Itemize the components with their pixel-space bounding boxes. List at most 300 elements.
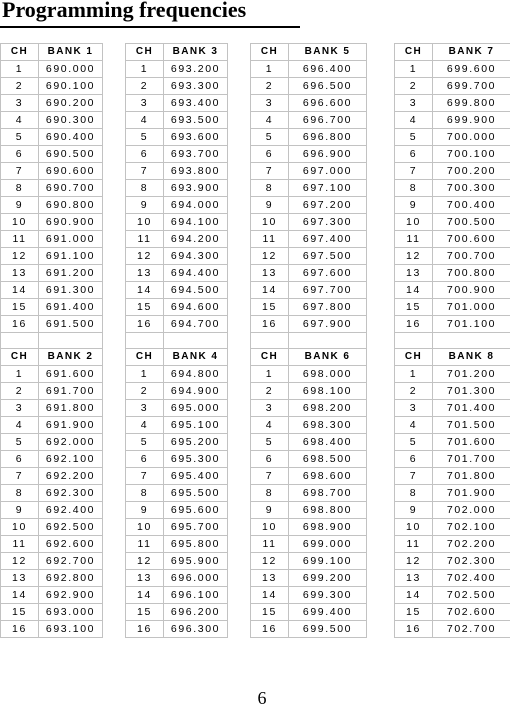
table-row bbox=[1, 553, 510, 570]
channel-cell: 7 bbox=[395, 163, 433, 180]
frequency-cell: 700.900 bbox=[433, 282, 510, 299]
gutter-cell bbox=[103, 44, 126, 61]
channel-cell: 13 bbox=[1, 570, 39, 587]
gutter-cell bbox=[103, 485, 126, 502]
frequency-cell: 702.000 bbox=[433, 502, 510, 519]
channel-cell: 14 bbox=[126, 282, 164, 299]
gutter-cell bbox=[103, 214, 126, 231]
gutter-cell bbox=[103, 587, 126, 604]
table-row bbox=[1, 366, 510, 383]
channel-cell: 16 bbox=[126, 621, 164, 638]
gutter-cell bbox=[228, 61, 251, 78]
channel-cell: 5 bbox=[126, 434, 164, 451]
gutter-cell bbox=[228, 570, 251, 587]
channel-cell: 11 bbox=[1, 231, 39, 248]
frequency-cell: 695.700 bbox=[164, 519, 228, 536]
gutter-cell bbox=[367, 282, 395, 299]
frequency-cell: 700.500 bbox=[433, 214, 510, 231]
frequency-cell: 696.300 bbox=[164, 621, 228, 638]
table-row bbox=[1, 587, 510, 604]
frequency-cell: 701.000 bbox=[433, 299, 510, 316]
gutter-cell bbox=[228, 95, 251, 112]
channel-cell: 3 bbox=[251, 95, 289, 112]
channel-cell: 7 bbox=[126, 163, 164, 180]
table-row bbox=[1, 95, 510, 112]
gutter-cell bbox=[367, 434, 395, 451]
table-row bbox=[1, 451, 510, 468]
gutter-cell bbox=[228, 434, 251, 451]
frequency-cell: 700.000 bbox=[433, 129, 510, 146]
frequency-cell: 695.200 bbox=[164, 434, 228, 451]
frequency-cell: 695.100 bbox=[164, 417, 228, 434]
channel-cell: 6 bbox=[395, 146, 433, 163]
table-row bbox=[1, 231, 510, 248]
channel-cell: 8 bbox=[251, 180, 289, 197]
frequency-cell: 699.500 bbox=[289, 621, 367, 638]
channel-cell: 12 bbox=[1, 553, 39, 570]
channel-cell: 11 bbox=[395, 536, 433, 553]
frequency-cell: 695.900 bbox=[164, 553, 228, 570]
channel-cell: 13 bbox=[126, 570, 164, 587]
gutter-cell bbox=[367, 214, 395, 231]
frequency-cell: 693.400 bbox=[164, 95, 228, 112]
frequency-cell: 692.400 bbox=[39, 502, 103, 519]
gutter-cell bbox=[103, 451, 126, 468]
channel-cell: 10 bbox=[126, 519, 164, 536]
gutter-cell bbox=[228, 502, 251, 519]
channel-cell: 15 bbox=[1, 299, 39, 316]
channel-cell: 11 bbox=[126, 536, 164, 553]
gutter-cell bbox=[367, 536, 395, 553]
channel-cell: 7 bbox=[126, 468, 164, 485]
frequency-cell: 691.300 bbox=[39, 282, 103, 299]
frequency-cell: 698.400 bbox=[289, 434, 367, 451]
channel-cell: 10 bbox=[126, 214, 164, 231]
frequency-cell: 702.300 bbox=[433, 553, 510, 570]
gutter-cell bbox=[367, 44, 395, 61]
channel-cell: 3 bbox=[1, 400, 39, 417]
channel-cell: 5 bbox=[395, 129, 433, 146]
spacer-cell bbox=[367, 333, 395, 349]
table-row bbox=[1, 536, 510, 553]
frequency-cell: 697.800 bbox=[289, 299, 367, 316]
frequency-cell: 694.400 bbox=[164, 265, 228, 282]
channel-cell: 14 bbox=[395, 282, 433, 299]
channel-cell: 12 bbox=[126, 248, 164, 265]
frequency-cell: 701.600 bbox=[433, 434, 510, 451]
channel-cell: 7 bbox=[395, 468, 433, 485]
gutter-cell bbox=[228, 180, 251, 197]
gutter-cell bbox=[228, 604, 251, 621]
channel-header: CH bbox=[251, 349, 289, 366]
frequency-cell: 690.700 bbox=[39, 180, 103, 197]
frequency-cell: 701.100 bbox=[433, 316, 510, 333]
table-row bbox=[1, 502, 510, 519]
frequency-cell: 697.300 bbox=[289, 214, 367, 231]
frequency-cell: 698.300 bbox=[289, 417, 367, 434]
channel-cell: 13 bbox=[1, 265, 39, 282]
frequency-cell: 694.000 bbox=[164, 197, 228, 214]
table-row bbox=[1, 61, 510, 78]
gutter-cell bbox=[228, 366, 251, 383]
channel-cell: 12 bbox=[251, 248, 289, 265]
channel-cell: 4 bbox=[126, 112, 164, 129]
gutter-cell bbox=[103, 61, 126, 78]
gutter-cell bbox=[367, 112, 395, 129]
frequency-cell: 701.700 bbox=[433, 451, 510, 468]
frequency-cell: 702.500 bbox=[433, 587, 510, 604]
channel-cell: 13 bbox=[251, 570, 289, 587]
table-row bbox=[1, 78, 510, 95]
gutter-cell bbox=[103, 129, 126, 146]
gutter-cell bbox=[228, 451, 251, 468]
frequency-cell: 690.400 bbox=[39, 129, 103, 146]
gutter-cell bbox=[367, 248, 395, 265]
frequency-cell: 702.200 bbox=[433, 536, 510, 553]
table-row bbox=[1, 383, 510, 400]
gutter-cell bbox=[103, 316, 126, 333]
channel-header: CH bbox=[1, 44, 39, 61]
spacer-cell bbox=[164, 333, 228, 349]
channel-cell: 7 bbox=[1, 163, 39, 180]
frequency-cell: 694.600 bbox=[164, 299, 228, 316]
gutter-cell bbox=[228, 112, 251, 129]
channel-cell: 14 bbox=[395, 587, 433, 604]
gutter-cell bbox=[103, 621, 126, 638]
channel-cell: 2 bbox=[1, 383, 39, 400]
frequency-cell: 690.200 bbox=[39, 95, 103, 112]
channel-header: CH bbox=[395, 349, 433, 366]
gutter-cell bbox=[367, 519, 395, 536]
page-title: Programming frequencies bbox=[2, 0, 247, 22]
gutter-cell bbox=[367, 299, 395, 316]
frequency-cell: 700.100 bbox=[433, 146, 510, 163]
frequency-cell: 695.000 bbox=[164, 400, 228, 417]
frequency-cell: 692.000 bbox=[39, 434, 103, 451]
frequency-cell: 696.700 bbox=[289, 112, 367, 129]
spacer-cell bbox=[289, 333, 367, 349]
gutter-cell bbox=[103, 519, 126, 536]
frequency-cell: 692.900 bbox=[39, 587, 103, 604]
gutter-cell bbox=[228, 44, 251, 61]
gutter-cell bbox=[367, 231, 395, 248]
frequency-cell: 696.000 bbox=[164, 570, 228, 587]
frequency-cell: 696.600 bbox=[289, 95, 367, 112]
frequency-cell: 698.600 bbox=[289, 468, 367, 485]
channel-cell: 10 bbox=[395, 214, 433, 231]
channel-cell: 1 bbox=[1, 366, 39, 383]
gutter-cell bbox=[103, 502, 126, 519]
table-row bbox=[1, 197, 510, 214]
header-row bbox=[1, 349, 510, 366]
channel-cell: 5 bbox=[251, 434, 289, 451]
gutter-cell bbox=[367, 485, 395, 502]
frequency-cell: 702.700 bbox=[433, 621, 510, 638]
channel-cell: 3 bbox=[126, 95, 164, 112]
gutter-cell bbox=[228, 417, 251, 434]
gutter-cell bbox=[103, 299, 126, 316]
gutter-cell bbox=[228, 587, 251, 604]
table-row bbox=[1, 570, 510, 587]
table-row bbox=[1, 316, 510, 333]
channel-cell: 8 bbox=[126, 485, 164, 502]
channel-cell: 6 bbox=[126, 451, 164, 468]
gutter-cell bbox=[228, 78, 251, 95]
frequency-cell: 692.500 bbox=[39, 519, 103, 536]
gutter-cell bbox=[228, 146, 251, 163]
channel-cell: 9 bbox=[1, 502, 39, 519]
frequency-cell: 691.500 bbox=[39, 316, 103, 333]
channel-cell: 1 bbox=[251, 61, 289, 78]
channel-cell: 16 bbox=[395, 316, 433, 333]
gutter-cell bbox=[103, 536, 126, 553]
channel-cell: 7 bbox=[251, 163, 289, 180]
gutter-cell bbox=[103, 231, 126, 248]
table-row bbox=[1, 146, 510, 163]
gutter-cell bbox=[228, 197, 251, 214]
gutter-cell bbox=[228, 349, 251, 366]
channel-cell: 8 bbox=[395, 485, 433, 502]
table-row bbox=[1, 621, 510, 638]
spacer-cell bbox=[126, 333, 164, 349]
bank-header: BANK 5 bbox=[289, 44, 367, 61]
channel-cell: 4 bbox=[395, 112, 433, 129]
frequency-cell: 690.000 bbox=[39, 61, 103, 78]
gutter-cell bbox=[367, 95, 395, 112]
frequency-cell: 701.500 bbox=[433, 417, 510, 434]
channel-cell: 15 bbox=[126, 604, 164, 621]
channel-cell: 2 bbox=[251, 383, 289, 400]
gutter-cell bbox=[367, 451, 395, 468]
frequency-cell: 702.100 bbox=[433, 519, 510, 536]
title-underline bbox=[0, 26, 300, 28]
frequency-cell: 694.200 bbox=[164, 231, 228, 248]
frequency-cell: 693.200 bbox=[164, 61, 228, 78]
gutter-cell bbox=[367, 265, 395, 282]
frequency-cell: 698.700 bbox=[289, 485, 367, 502]
spacer-cell bbox=[103, 333, 126, 349]
channel-cell: 16 bbox=[1, 316, 39, 333]
channel-header: CH bbox=[126, 349, 164, 366]
gutter-cell bbox=[103, 265, 126, 282]
gutter-cell bbox=[367, 621, 395, 638]
frequency-cell: 694.700 bbox=[164, 316, 228, 333]
channel-cell: 3 bbox=[1, 95, 39, 112]
frequency-cell: 696.800 bbox=[289, 129, 367, 146]
frequency-cell: 692.700 bbox=[39, 553, 103, 570]
frequency-cell: 699.300 bbox=[289, 587, 367, 604]
channel-cell: 4 bbox=[126, 417, 164, 434]
channel-cell: 6 bbox=[1, 451, 39, 468]
channel-cell: 12 bbox=[395, 553, 433, 570]
gutter-cell bbox=[228, 129, 251, 146]
gutter-cell bbox=[103, 349, 126, 366]
channel-header: CH bbox=[395, 44, 433, 61]
gutter-cell bbox=[228, 316, 251, 333]
gutter-cell bbox=[103, 468, 126, 485]
table-row bbox=[1, 214, 510, 231]
gutter-cell bbox=[367, 400, 395, 417]
frequency-cell: 701.400 bbox=[433, 400, 510, 417]
table-row bbox=[1, 112, 510, 129]
channel-cell: 8 bbox=[126, 180, 164, 197]
channel-cell: 13 bbox=[395, 265, 433, 282]
table-row bbox=[1, 180, 510, 197]
frequency-cell: 695.800 bbox=[164, 536, 228, 553]
gutter-cell bbox=[103, 570, 126, 587]
frequency-cell: 694.300 bbox=[164, 248, 228, 265]
frequency-cell: 694.100 bbox=[164, 214, 228, 231]
gutter-cell bbox=[367, 604, 395, 621]
gutter-cell bbox=[228, 163, 251, 180]
frequency-cell: 697.600 bbox=[289, 265, 367, 282]
bank-header: BANK 6 bbox=[289, 349, 367, 366]
frequency-cell: 690.100 bbox=[39, 78, 103, 95]
gutter-cell bbox=[103, 400, 126, 417]
channel-cell: 9 bbox=[126, 197, 164, 214]
bank-header: BANK 1 bbox=[39, 44, 103, 61]
frequency-cell: 692.300 bbox=[39, 485, 103, 502]
section-spacer-row bbox=[1, 333, 510, 349]
frequency-cell: 692.100 bbox=[39, 451, 103, 468]
channel-cell: 6 bbox=[251, 451, 289, 468]
table-row bbox=[1, 282, 510, 299]
channel-cell: 11 bbox=[251, 231, 289, 248]
frequency-cell: 697.000 bbox=[289, 163, 367, 180]
frequency-cell: 698.000 bbox=[289, 366, 367, 383]
channel-cell: 2 bbox=[395, 78, 433, 95]
channel-header: CH bbox=[126, 44, 164, 61]
gutter-cell bbox=[367, 366, 395, 383]
bank-header: BANK 7 bbox=[433, 44, 510, 61]
channel-cell: 2 bbox=[1, 78, 39, 95]
gutter-cell bbox=[367, 146, 395, 163]
channel-cell: 15 bbox=[1, 604, 39, 621]
channel-cell: 1 bbox=[395, 61, 433, 78]
channel-cell: 14 bbox=[1, 282, 39, 299]
frequency-cell: 700.800 bbox=[433, 265, 510, 282]
channel-cell: 8 bbox=[1, 180, 39, 197]
channel-cell: 3 bbox=[395, 95, 433, 112]
frequency-cell: 693.100 bbox=[39, 621, 103, 638]
frequency-cell: 698.100 bbox=[289, 383, 367, 400]
gutter-cell bbox=[103, 248, 126, 265]
page-number: 6 bbox=[257, 688, 267, 708]
frequency-cell: 695.500 bbox=[164, 485, 228, 502]
channel-cell: 1 bbox=[1, 61, 39, 78]
frequency-cell: 695.300 bbox=[164, 451, 228, 468]
frequency-cell: 697.400 bbox=[289, 231, 367, 248]
table-row bbox=[1, 400, 510, 417]
frequency-cell: 700.200 bbox=[433, 163, 510, 180]
frequency-cell: 698.900 bbox=[289, 519, 367, 536]
gutter-cell bbox=[228, 248, 251, 265]
bank-header: BANK 3 bbox=[164, 44, 228, 61]
gutter-cell bbox=[367, 163, 395, 180]
channel-cell: 9 bbox=[251, 502, 289, 519]
channel-cell: 5 bbox=[126, 129, 164, 146]
channel-cell: 4 bbox=[1, 112, 39, 129]
gutter-cell bbox=[367, 570, 395, 587]
channel-cell: 12 bbox=[126, 553, 164, 570]
channel-cell: 15 bbox=[395, 299, 433, 316]
frequency-cell: 693.600 bbox=[164, 129, 228, 146]
channel-cell: 14 bbox=[126, 587, 164, 604]
frequency-cell: 699.700 bbox=[433, 78, 510, 95]
gutter-cell bbox=[228, 265, 251, 282]
channel-cell: 3 bbox=[126, 400, 164, 417]
gutter-cell bbox=[103, 366, 126, 383]
frequency-cell: 698.500 bbox=[289, 451, 367, 468]
spacer-cell bbox=[433, 333, 510, 349]
header-row bbox=[1, 44, 510, 61]
frequency-cell: 698.200 bbox=[289, 400, 367, 417]
channel-cell: 2 bbox=[395, 383, 433, 400]
frequency-cell: 693.700 bbox=[164, 146, 228, 163]
gutter-cell bbox=[103, 163, 126, 180]
spacer-cell bbox=[228, 333, 251, 349]
channel-cell: 5 bbox=[1, 129, 39, 146]
channel-cell: 5 bbox=[251, 129, 289, 146]
gutter-cell bbox=[367, 383, 395, 400]
table-row bbox=[1, 299, 510, 316]
table-row bbox=[1, 485, 510, 502]
gutter-cell bbox=[228, 299, 251, 316]
table-row bbox=[1, 248, 510, 265]
gutter-cell bbox=[103, 95, 126, 112]
frequency-cell: 690.600 bbox=[39, 163, 103, 180]
frequency-cell: 695.600 bbox=[164, 502, 228, 519]
frequency-cell: 694.900 bbox=[164, 383, 228, 400]
frequency-cell: 699.000 bbox=[289, 536, 367, 553]
gutter-cell bbox=[367, 553, 395, 570]
channel-cell: 9 bbox=[395, 502, 433, 519]
channel-cell: 15 bbox=[251, 604, 289, 621]
frequency-cell: 697.200 bbox=[289, 197, 367, 214]
frequency-cell: 700.300 bbox=[433, 180, 510, 197]
frequency-cell: 690.800 bbox=[39, 197, 103, 214]
frequency-cell: 697.700 bbox=[289, 282, 367, 299]
frequency-cell: 699.800 bbox=[433, 95, 510, 112]
frequency-cell: 693.500 bbox=[164, 112, 228, 129]
frequency-cell: 696.400 bbox=[289, 61, 367, 78]
frequency-cell: 691.600 bbox=[39, 366, 103, 383]
frequency-cell: 696.500 bbox=[289, 78, 367, 95]
channel-cell: 14 bbox=[251, 282, 289, 299]
frequency-cell: 701.200 bbox=[433, 366, 510, 383]
channel-cell: 16 bbox=[251, 621, 289, 638]
channel-cell: 13 bbox=[126, 265, 164, 282]
channel-cell: 1 bbox=[126, 61, 164, 78]
frequency-cell: 694.500 bbox=[164, 282, 228, 299]
channel-cell: 11 bbox=[251, 536, 289, 553]
frequency-cell: 694.800 bbox=[164, 366, 228, 383]
frequency-table bbox=[0, 43, 510, 638]
frequency-cell: 691.400 bbox=[39, 299, 103, 316]
channel-cell: 8 bbox=[395, 180, 433, 197]
table-row bbox=[1, 604, 510, 621]
frequency-cell: 701.800 bbox=[433, 468, 510, 485]
gutter-cell bbox=[103, 197, 126, 214]
spacer-cell bbox=[395, 333, 433, 349]
gutter-cell bbox=[228, 519, 251, 536]
gutter-cell bbox=[103, 146, 126, 163]
frequency-cell: 693.300 bbox=[164, 78, 228, 95]
channel-cell: 16 bbox=[251, 316, 289, 333]
gutter-cell bbox=[228, 383, 251, 400]
frequency-cell: 696.200 bbox=[164, 604, 228, 621]
frequency-cell: 692.600 bbox=[39, 536, 103, 553]
